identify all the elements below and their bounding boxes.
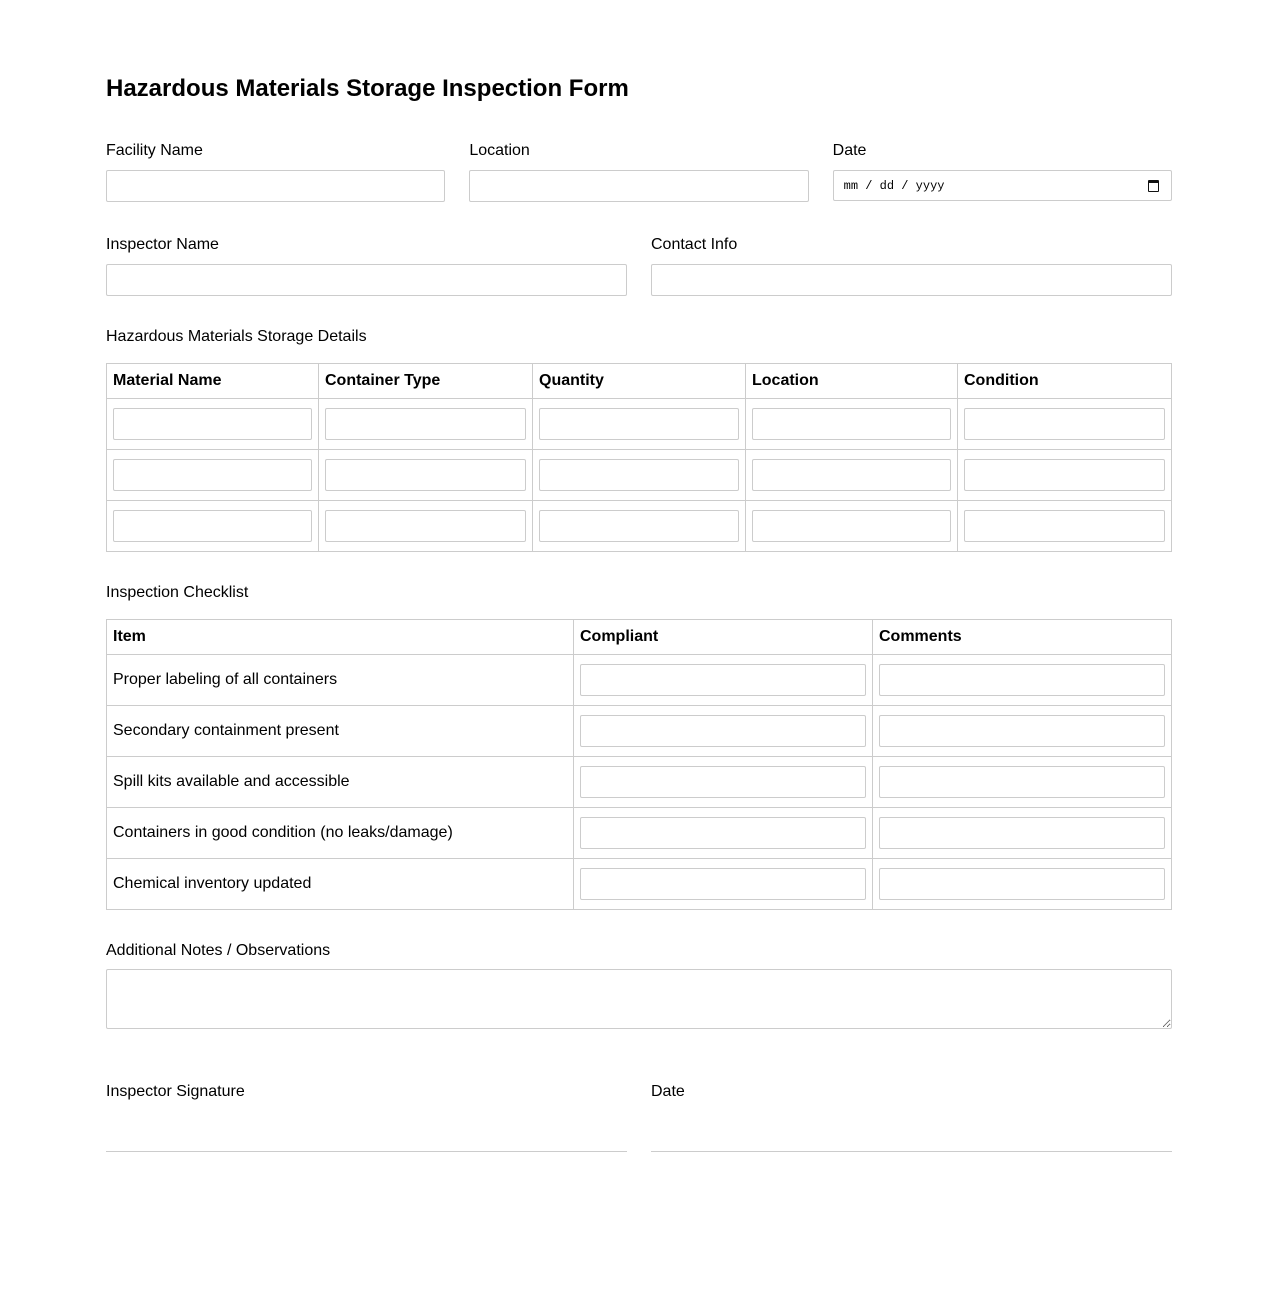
notes-label: Additional Notes / Observations [106, 942, 331, 959]
col-container-type: Container Type [319, 364, 533, 399]
date-label: Date [832, 142, 867, 159]
quantity-input[interactable] [539, 408, 739, 440]
col-comments: Comments [873, 620, 1172, 655]
table-row [107, 655, 1172, 706]
header-row-1 [106, 142, 1172, 202]
signature-label: Inspector Signature [106, 1083, 245, 1100]
compliant-input[interactable] [580, 715, 866, 747]
container-type-input[interactable] [325, 459, 526, 491]
table-row [107, 450, 1172, 501]
table-row [107, 808, 1172, 859]
inspector-name-input[interactable] [106, 264, 627, 296]
signature-row [106, 1083, 1172, 1152]
calendar-icon[interactable] [1148, 180, 1159, 192]
inspector-name-label: Inspector Name [106, 236, 219, 253]
storage-location-input[interactable] [752, 510, 951, 542]
notes-textarea[interactable] [106, 969, 1172, 1029]
comments-input[interactable] [879, 817, 1165, 849]
notes-group [106, 942, 1172, 1029]
date-placeholder: mm / dd / yyyy [843, 178, 945, 193]
date-group [833, 142, 1172, 202]
date-input[interactable] [833, 170, 1172, 201]
storage-location-input[interactable] [752, 408, 951, 440]
checklist-header-row [107, 620, 1172, 655]
signature-date-group [651, 1083, 1172, 1152]
checklist-label: Inspection Checklist [106, 584, 249, 601]
table-row [107, 399, 1172, 450]
compliant-input[interactable] [580, 766, 866, 798]
signature-group [106, 1083, 627, 1152]
facility-name-label: Facility Name [106, 142, 203, 159]
facility-name-group [106, 142, 445, 202]
material-name-input[interactable] [113, 408, 312, 440]
contact-info-group [651, 236, 1172, 296]
table-row [107, 757, 1172, 808]
storage-location-input[interactable] [752, 459, 951, 491]
table-row [107, 706, 1172, 757]
signature-line[interactable] [106, 1151, 627, 1152]
checklist-table [106, 619, 1172, 910]
condition-input[interactable] [964, 510, 1165, 542]
storage-header-row [107, 364, 1172, 399]
checklist-item-text: Chemical inventory updated [107, 859, 574, 910]
contact-info-label: Contact Info [651, 236, 738, 253]
signature-date-line[interactable] [651, 1151, 1172, 1152]
condition-input[interactable] [964, 459, 1165, 491]
signature-date-label: Date [651, 1083, 685, 1100]
header-row-2 [106, 236, 1172, 296]
checklist-item-text: Containers in good condition (no leaks/damage) [107, 808, 574, 859]
compliant-input[interactable] [580, 664, 866, 696]
table-row [107, 501, 1172, 552]
compliant-input[interactable] [580, 868, 866, 900]
location-group [469, 142, 808, 202]
location-input[interactable] [469, 170, 808, 202]
facility-name-input[interactable] [106, 170, 445, 202]
page-title: Hazardous Materials Storage Inspection Form [106, 75, 629, 102]
col-quantity: Quantity [533, 364, 746, 399]
container-type-input[interactable] [325, 510, 526, 542]
inspection-form [106, 0, 1172, 1152]
col-location: Location [746, 364, 958, 399]
checklist-item-text: Secondary containment present [107, 706, 574, 757]
storage-details-table [106, 363, 1172, 552]
quantity-input[interactable] [539, 510, 739, 542]
checklist-item-text: Spill kits available and accessible [107, 757, 574, 808]
checklist-item-text: Proper labeling of all containers [107, 655, 574, 706]
material-name-input[interactable] [113, 459, 312, 491]
material-name-input[interactable] [113, 510, 312, 542]
col-material-name: Material Name [107, 364, 319, 399]
condition-input[interactable] [964, 408, 1165, 440]
comments-input[interactable] [879, 664, 1165, 696]
col-item: Item [107, 620, 574, 655]
comments-input[interactable] [879, 715, 1165, 747]
container-type-input[interactable] [325, 408, 526, 440]
table-row [107, 859, 1172, 910]
storage-details-label: Hazardous Materials Storage Details [106, 328, 367, 345]
contact-info-input[interactable] [651, 264, 1172, 296]
quantity-input[interactable] [539, 459, 739, 491]
comments-input[interactable] [879, 868, 1165, 900]
location-label: Location [469, 142, 530, 159]
compliant-input[interactable] [580, 817, 866, 849]
col-compliant: Compliant [574, 620, 873, 655]
comments-input[interactable] [879, 766, 1165, 798]
col-condition: Condition [958, 364, 1172, 399]
inspector-name-group [106, 236, 627, 296]
